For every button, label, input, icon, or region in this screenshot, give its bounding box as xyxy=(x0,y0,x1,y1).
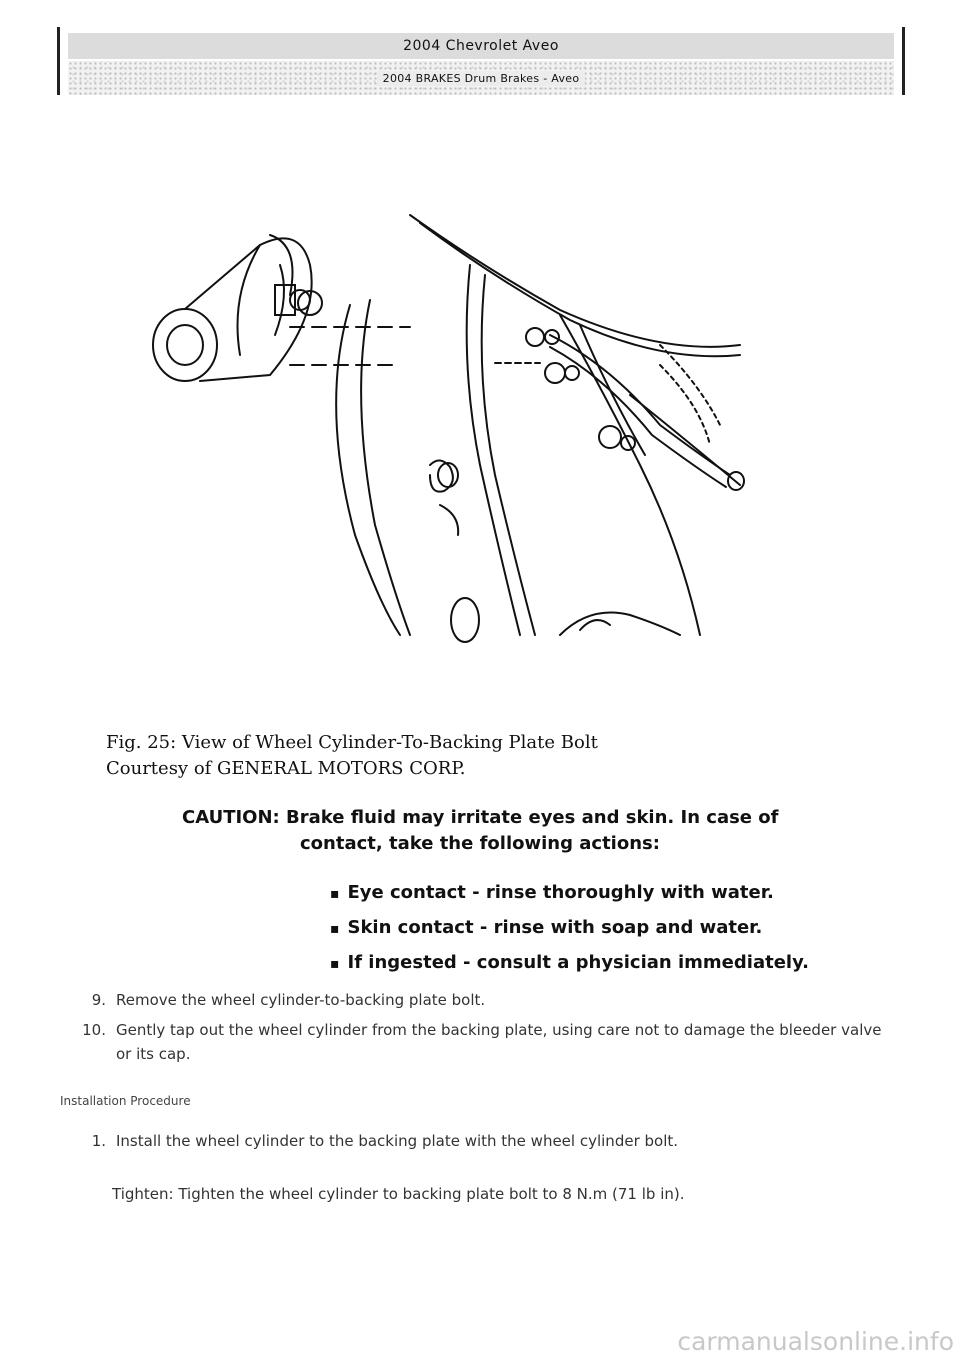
caution-actions-list xyxy=(330,876,809,981)
document-subtitle: 2004 BRAKES Drum Brakes - Aveo xyxy=(377,71,586,86)
step-number: 9. xyxy=(91,991,106,1009)
page-header xyxy=(57,27,905,95)
watermark: carmanualsonline.info xyxy=(677,1327,954,1356)
wheel-cylinder xyxy=(153,235,322,381)
step-row xyxy=(70,1018,900,1066)
caution-label: CAUTION: xyxy=(182,807,280,828)
document-subtitle-band xyxy=(68,61,894,95)
step-number: 10. xyxy=(82,1021,106,1039)
step-text: Install the wheel cylinder to the backing plate with the wheel cylinder bolt. xyxy=(116,1132,679,1150)
step-text: Gently tap out the wheel cylinder from the backing plate, using care not to damage the bleeder valve or its cap. xyxy=(116,1021,882,1063)
removal-steps xyxy=(70,988,900,1072)
document-title: 2004 Chevrolet Aveo xyxy=(68,33,894,59)
figure-caption xyxy=(106,730,598,782)
caution-line-1: Brake fluid may irritate eyes and skin. In case of xyxy=(286,807,779,828)
caution-line-2: contact, take the following actions: xyxy=(300,833,660,854)
caution-block xyxy=(182,805,842,857)
wheel-cylinder-illustration xyxy=(140,205,780,645)
list-item: ▪ Skin contact - rinse with soap and water. xyxy=(330,911,809,946)
step-number: 1. xyxy=(91,1132,106,1150)
list-item: ▪ If ingested - consult a physician immediately. xyxy=(330,946,809,981)
figure-caption-title: Fig. 25: View of Wheel Cylinder-To-Backing Plate Bolt xyxy=(106,732,598,753)
torque-spec: Tighten: Tighten the wheel cylinder to backing plate bolt to 8 N.m (71 lb in). xyxy=(112,1185,685,1203)
step-row xyxy=(70,988,900,1012)
section-heading: Installation Procedure xyxy=(60,1094,191,1108)
step-text: Remove the wheel cylinder-to-backing plate bolt. xyxy=(116,991,486,1009)
step-row xyxy=(70,1132,900,1150)
list-item: ▪ Eye contact - rinse thoroughly with water. xyxy=(330,876,809,911)
figure-caption-courtesy: Courtesy of GENERAL MOTORS CORP. xyxy=(106,758,466,779)
